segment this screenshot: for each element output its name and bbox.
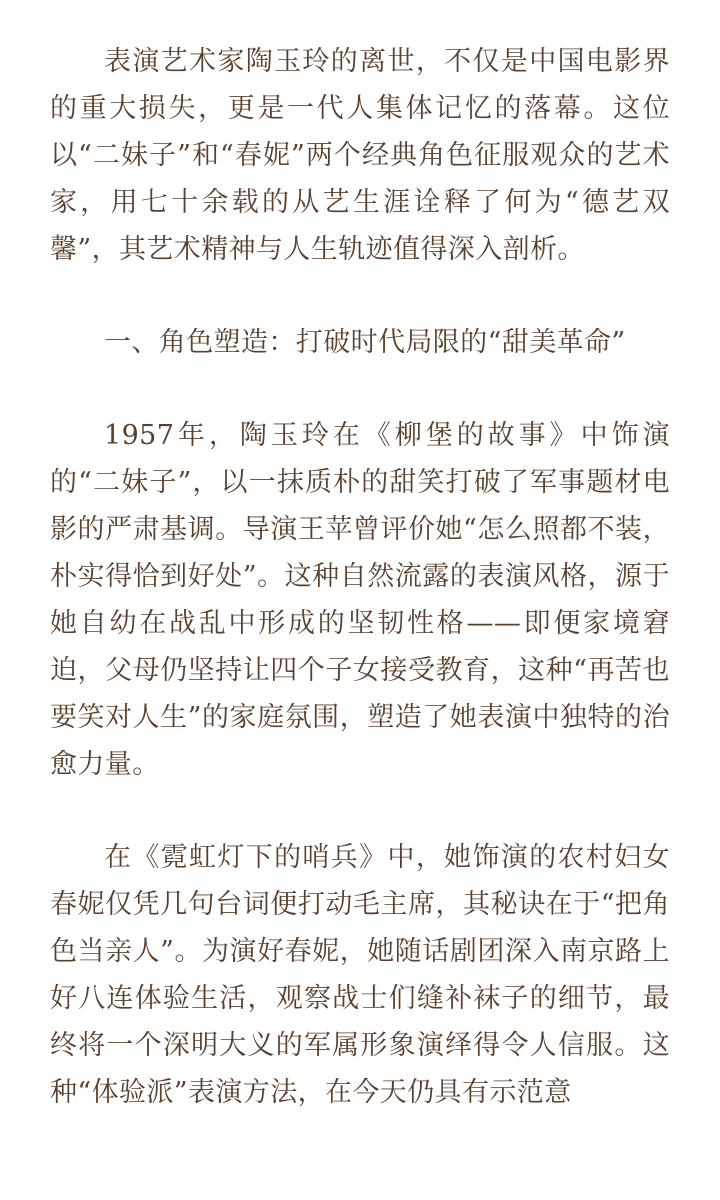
paragraph-spacer <box>50 366 670 412</box>
intro-paragraph: 表演艺术家陶玉玲的离世，不仅是中国电影界的重大损失，更是一代人集体记忆的落幕。这位以“二妹子”和“春妮”两个经典角色征服观众的艺术家，用七十余载的从艺生涯诠释了何为“德艺双馨”，其艺术精神与人生轨迹值得深入剖析。 <box>50 46 670 265</box>
body-paragraph-sentinel: 在《霓虹灯下的哨兵》中，她饰演的农村妇女春妮仅凭几句台词便打动毛主席，其秘诀在于“把角色当亲人”。为演好春妮，她随话剧团深入南京路上好八连体验生活，观察战士们缝补袜子的细节，最终将一个深明大义的军属形象演绎得令人信服。这种“体验派”表演方法，在今天仍具有示范意 <box>50 842 670 1108</box>
section-heading: 一、角色塑造：打破时代局限的“甜美革命” <box>104 327 626 358</box>
paragraph-spacer <box>50 788 670 834</box>
paragraph-spacer <box>50 273 670 319</box>
body-paragraph-1957: 1957年，陶玉玲在《柳堡的故事》中饰演的“二妹子”，以一抹质朴的甜笑打破了军事题材电影的严肃基调。导演王苹曾评价她“怎么照都不装，朴实得恰到好处”。这种自然流露的表演风格，源于她自幼在战乱中形成的坚韧性格——即便家境窘迫，父母仍坚持让四个子女接受教育，这种“再苦也要笑对人生”的家庭氛围，塑造了她表演中独特的治愈力量。 <box>50 420 670 780</box>
